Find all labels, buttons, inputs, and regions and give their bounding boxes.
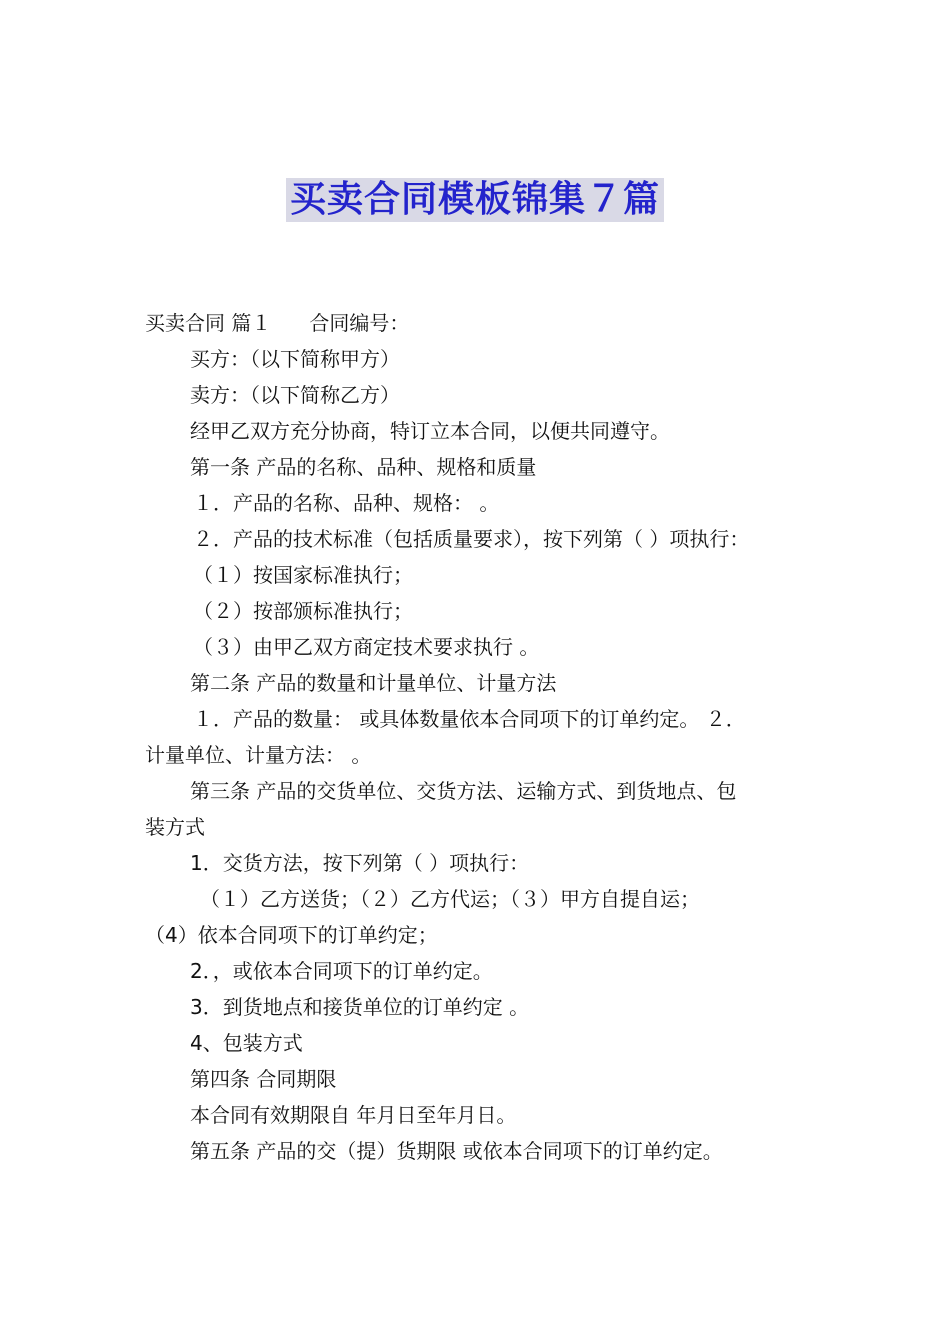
contract-heading: 买卖合同 篇１ [145,311,272,335]
article-4-heading: 第四条 合同期限 [190,1067,337,1091]
article-2-item-1: １．产品的数量： 或具体数量依本合同项下的订单约定。 ２． [193,707,746,731]
article-3-option-4: （4）依本合同项下的订单约定； [145,923,438,947]
article-2-item-2-cont: 计量单位、计量方法： 。 [145,743,372,767]
article-4-term: 本合同有效期限自 年月日至年月日。 [190,1103,517,1127]
article-3-item-2: 2．，或依本合同项下的订单约定。 [190,959,493,983]
article-1-option-3: （３）由甲乙双方商定技术要求执行 。 [193,635,540,659]
article-1-item-2: ２．产品的技术标准（包括质量要求），按下列第（ ）项执行： [193,527,750,551]
article-1-option-2: （２）按部颁标准执行； [193,599,413,623]
article-3-item-3: 3．到货地点和接货单位的订单约定 。 [190,995,530,1019]
preamble-line: 经甲乙双方充分协商，特订立本合同，以便共同遵守。 [190,419,670,443]
article-5-heading: 第五条 产品的交（提）货期限 或依本合同项下的订单约定。 [190,1139,723,1163]
article-1-item-1: １．产品的名称、品种、规格： 。 [193,491,500,515]
article-2-heading: 第二条 产品的数量和计量单位、计量方法 [190,671,557,695]
document-title: 买卖合同模板锦集７篇 [286,178,664,222]
seller-line: 卖方：（以下简称乙方） [190,383,400,407]
article-3-heading-cont: 装方式 [145,815,205,839]
buyer-line: 买方：（以下简称甲方） [190,347,400,371]
contract-number-label: 合同编号： [309,311,410,335]
article-3-options: （１）乙方送货；（２）乙方代运；（３）甲方自提自运； [200,887,700,911]
article-3-item-1: 1．交货方法，按下列第（ ）项执行： [190,851,530,875]
article-3-heading: 第三条 产品的交货单位、交货方法、运输方式、到货地点、包 [190,779,737,803]
article-3-item-4: 4、包装方式 [190,1031,303,1055]
title-wrap [0,178,950,222]
document-body [145,305,810,1169]
article-1-heading: 第一条 产品的名称、品种、规格和质量 [190,455,537,479]
contract-header-line [145,305,810,341]
article-1-option-1: （１）按国家标准执行； [193,563,413,587]
